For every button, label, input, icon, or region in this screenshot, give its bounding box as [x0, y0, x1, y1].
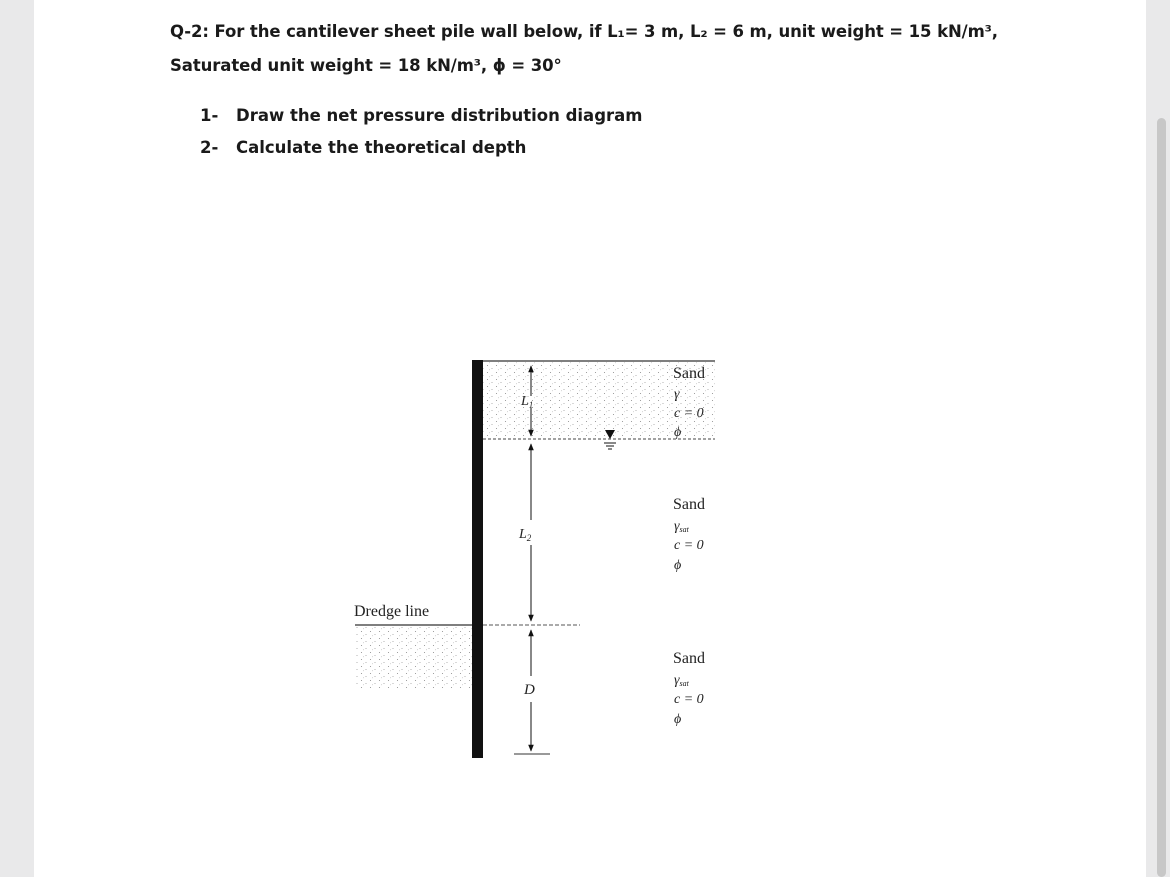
layer2-gamma: γsat [674, 519, 689, 534]
label-L1: $L_1$ [521, 394, 534, 410]
question-line-1: Q-2: For the cantilever sheet pile wall below, if L₁= 3 m, L₂ = 6 m, unit weight = 15 kN/m³, [170, 22, 998, 41]
question-line-2: Saturated unit weight = 18 kN/m³, ϕ = 30° [170, 56, 562, 75]
task-text: Draw the net pressure distribution diagram [236, 106, 643, 125]
layer3-gamma: γsat [674, 673, 689, 688]
dredge-line-label: Dredge line [354, 603, 430, 620]
task-number: 2- [200, 138, 219, 157]
layer2-phi: ϕ [674, 558, 682, 573]
layer3-name: Sand [673, 650, 705, 667]
label-D: D [524, 682, 535, 698]
sheet-pile-wall [472, 360, 483, 758]
layer2-name: Sand [673, 496, 705, 513]
layer2-cohesion: c = 0 [674, 538, 704, 553]
layer2-properties [673, 496, 705, 573]
layer3-properties [673, 650, 705, 727]
layer1-name: Sand [673, 365, 705, 382]
layer3-phi: ϕ [674, 712, 682, 727]
label-L2: $L_2$ [519, 527, 532, 543]
layer1-cohesion: c = 0 [674, 406, 704, 421]
task-text: Calculate the theoretical depth [236, 138, 527, 157]
sand-fill-dredge [355, 626, 472, 688]
layer3-cohesion: c = 0 [674, 692, 704, 707]
layer1-phi: ϕ [674, 425, 682, 440]
layer1-gamma: γ [674, 387, 680, 402]
task-number: 1- [200, 106, 219, 125]
